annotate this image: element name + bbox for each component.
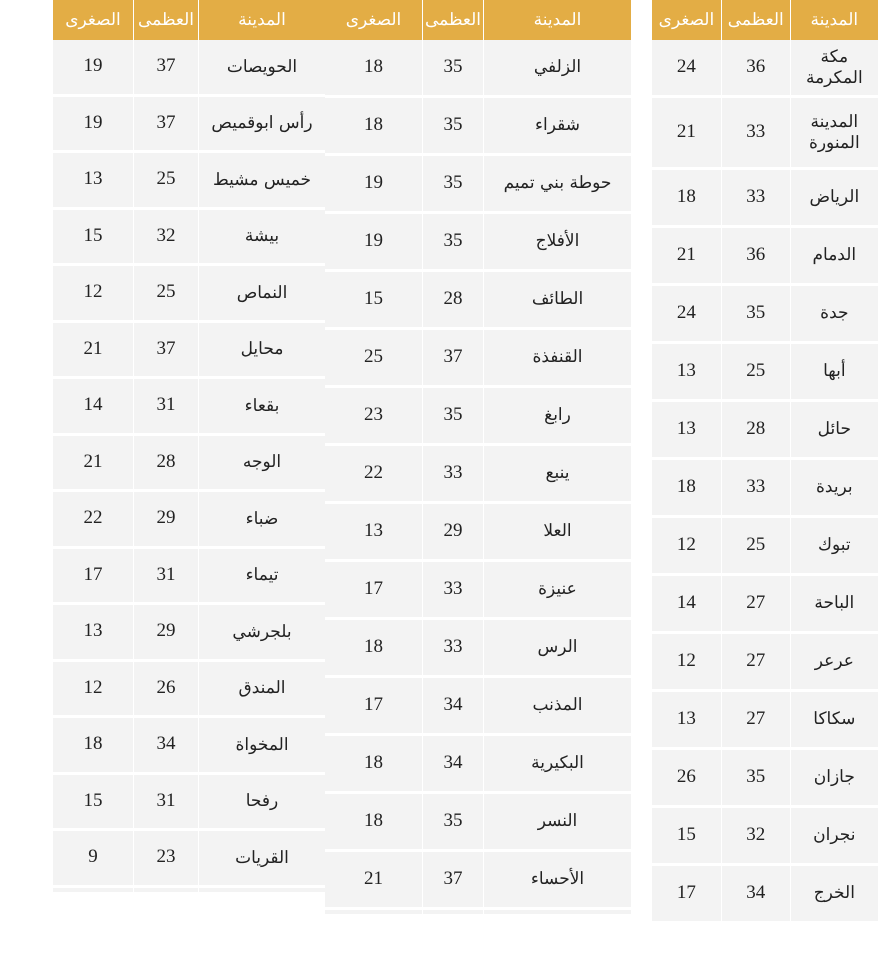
min-temp-cell: 13 — [652, 344, 721, 402]
min-temp-cell: 13 — [652, 402, 721, 460]
min-temp-cell: 21 — [53, 323, 133, 380]
city-cell: الرياض — [790, 170, 878, 228]
min-temp-cell: 18 — [652, 460, 721, 518]
table-row — [652, 402, 878, 460]
max-temp-cell: 25 — [721, 344, 790, 402]
max-temp-cell: 35 — [422, 98, 483, 156]
city-cell: المخواة — [198, 718, 325, 775]
city-cell: المندق — [198, 662, 325, 719]
city-cell: تيماء — [198, 549, 325, 606]
min-temp-cell: 18 — [325, 794, 422, 852]
table-row — [53, 492, 325, 549]
max-temp-cell: 23 — [133, 831, 198, 888]
table-row — [325, 98, 631, 156]
table-row — [652, 866, 878, 924]
city-cell: النماص — [198, 266, 325, 323]
city-cell: الأفلاج — [483, 214, 631, 272]
table-row — [652, 634, 878, 692]
table-row — [53, 549, 325, 606]
max-temp-cell: 31 — [133, 379, 198, 436]
min-temp-cell: 18 — [325, 98, 422, 156]
min-temp-cell: 13 — [652, 692, 721, 750]
city-cell: شقراء — [483, 98, 631, 156]
table-row — [325, 504, 631, 562]
table-row — [53, 662, 325, 719]
city-cell: جازان — [790, 750, 878, 808]
max-temp-cell: 32 — [721, 808, 790, 866]
table-row — [652, 170, 878, 228]
empty-cell — [422, 910, 483, 914]
table-row — [325, 446, 631, 504]
max-temp-cell: 25 — [133, 153, 198, 210]
header-max: العظمى — [133, 0, 198, 40]
weather-table-left — [53, 0, 325, 892]
max-temp-cell: 35 — [422, 388, 483, 446]
table-row — [652, 98, 878, 170]
city-cell: حوطة بني تميم — [483, 156, 631, 214]
min-temp-cell: 17 — [652, 866, 721, 924]
max-temp-cell: 29 — [422, 504, 483, 562]
max-temp-cell: 29 — [133, 492, 198, 549]
max-temp-cell: 36 — [721, 40, 790, 98]
city-cell: الأحساء — [483, 852, 631, 910]
table-row — [325, 562, 631, 620]
city-cell: عرعر — [790, 634, 878, 692]
max-temp-cell: 35 — [422, 214, 483, 272]
table-row — [53, 379, 325, 436]
min-temp-cell: 14 — [53, 379, 133, 436]
table-row — [652, 460, 878, 518]
weather-table-right — [652, 0, 878, 924]
max-temp-cell: 34 — [133, 718, 198, 775]
header-max: العظمى — [422, 0, 483, 40]
max-temp-cell: 25 — [721, 518, 790, 576]
table-row — [53, 436, 325, 493]
table-row — [652, 808, 878, 866]
table-header-row — [53, 0, 325, 40]
city-cell: بيشة — [198, 210, 325, 267]
table-row — [652, 228, 878, 286]
max-temp-cell: 37 — [133, 40, 198, 97]
max-temp-cell: 37 — [133, 97, 198, 154]
city-cell: رفحا — [198, 775, 325, 832]
city-cell: الخرج — [790, 866, 878, 924]
table-body-left — [53, 40, 325, 892]
city-cell: بريدة — [790, 460, 878, 518]
min-temp-cell: 19 — [325, 214, 422, 272]
max-temp-cell: 26 — [133, 662, 198, 719]
city-cell: العلا — [483, 504, 631, 562]
table-row — [325, 620, 631, 678]
max-temp-cell: 35 — [422, 156, 483, 214]
table-row — [325, 330, 631, 388]
table-row — [53, 323, 325, 380]
min-temp-cell: 15 — [652, 808, 721, 866]
max-temp-cell: 33 — [422, 562, 483, 620]
max-temp-cell: 37 — [133, 323, 198, 380]
city-cell: الطائف — [483, 272, 631, 330]
table-header-row — [325, 0, 631, 40]
table-row — [53, 266, 325, 323]
min-temp-cell: 17 — [53, 549, 133, 606]
table-row — [53, 831, 325, 888]
min-temp-cell: 24 — [652, 286, 721, 344]
min-temp-cell: 19 — [53, 97, 133, 154]
table-row — [325, 852, 631, 910]
empty-cell — [198, 888, 325, 892]
header-min: الصغرى — [652, 0, 721, 40]
min-temp-cell: 13 — [53, 605, 133, 662]
min-temp-cell: 19 — [325, 156, 422, 214]
city-cell: القريات — [198, 831, 325, 888]
table-row — [325, 272, 631, 330]
table-row — [325, 388, 631, 446]
min-temp-cell: 21 — [652, 228, 721, 286]
min-temp-cell: 22 — [325, 446, 422, 504]
max-temp-cell: 25 — [133, 266, 198, 323]
min-temp-cell: 21 — [53, 436, 133, 493]
city-cell: المدينة المنورة — [790, 98, 878, 170]
city-cell: الوجه — [198, 436, 325, 493]
city-cell: المذنب — [483, 678, 631, 736]
city-cell: محايل — [198, 323, 325, 380]
weather-table-middle — [325, 0, 631, 914]
max-temp-cell: 28 — [422, 272, 483, 330]
city-cell: عنيزة — [483, 562, 631, 620]
min-temp-cell: 14 — [652, 576, 721, 634]
max-temp-cell: 36 — [721, 228, 790, 286]
max-temp-cell: 37 — [422, 330, 483, 388]
table-row — [53, 153, 325, 210]
min-temp-cell: 24 — [652, 40, 721, 98]
table-row — [53, 605, 325, 662]
city-cell: رأس ابوقميص — [198, 97, 325, 154]
max-temp-cell: 28 — [721, 402, 790, 460]
city-cell: جدة — [790, 286, 878, 344]
city-cell: تبوك — [790, 518, 878, 576]
min-temp-cell: 21 — [325, 852, 422, 910]
city-cell: سكاكا — [790, 692, 878, 750]
min-temp-cell: 15 — [325, 272, 422, 330]
max-temp-cell: 33 — [721, 460, 790, 518]
min-temp-cell: 26 — [652, 750, 721, 808]
min-temp-cell: 23 — [325, 388, 422, 446]
max-temp-cell: 35 — [721, 750, 790, 808]
table-row — [53, 210, 325, 267]
header-city: المدينة — [790, 0, 878, 40]
table-row — [652, 750, 878, 808]
min-temp-cell: 18 — [652, 170, 721, 228]
empty-cell — [133, 888, 198, 892]
min-temp-cell: 18 — [325, 40, 422, 98]
table-row-partial — [53, 888, 325, 892]
table-row — [53, 775, 325, 832]
table-row — [652, 518, 878, 576]
city-cell: خميس مشيط — [198, 153, 325, 210]
city-cell: مكة المكرمة — [790, 40, 878, 98]
header-min: الصغرى — [53, 0, 133, 40]
table-row-partial — [325, 910, 631, 914]
max-temp-cell: 33 — [721, 98, 790, 170]
header-min: الصغرى — [325, 0, 422, 40]
city-cell: النسر — [483, 794, 631, 852]
max-temp-cell: 33 — [422, 620, 483, 678]
city-cell: ضباء — [198, 492, 325, 549]
max-temp-cell: 32 — [133, 210, 198, 267]
table-body-middle — [325, 40, 631, 914]
min-temp-cell: 18 — [53, 718, 133, 775]
city-cell: حائل — [790, 402, 878, 460]
min-temp-cell: 13 — [325, 504, 422, 562]
header-city: المدينة — [198, 0, 325, 40]
max-temp-cell: 35 — [422, 40, 483, 98]
empty-cell — [53, 888, 133, 892]
min-temp-cell: 12 — [53, 662, 133, 719]
city-cell: الباحة — [790, 576, 878, 634]
header-max: العظمى — [721, 0, 790, 40]
min-temp-cell: 18 — [325, 736, 422, 794]
min-temp-cell: 12 — [652, 518, 721, 576]
min-temp-cell: 12 — [53, 266, 133, 323]
min-temp-cell: 15 — [53, 210, 133, 267]
min-temp-cell: 22 — [53, 492, 133, 549]
city-cell: بقعاء — [198, 379, 325, 436]
table-row — [652, 344, 878, 402]
city-cell: الحويصات — [198, 40, 325, 97]
min-temp-cell: 21 — [652, 98, 721, 170]
max-temp-cell: 35 — [422, 794, 483, 852]
city-cell: بلجرشي — [198, 605, 325, 662]
table-row — [325, 156, 631, 214]
min-temp-cell: 13 — [53, 153, 133, 210]
min-temp-cell: 17 — [325, 562, 422, 620]
table-row — [53, 718, 325, 775]
city-cell: القنفذة — [483, 330, 631, 388]
max-temp-cell: 34 — [721, 866, 790, 924]
max-temp-cell: 34 — [422, 736, 483, 794]
max-temp-cell: 27 — [721, 692, 790, 750]
min-temp-cell: 19 — [53, 40, 133, 97]
table-header-row — [652, 0, 878, 40]
city-cell: الزلفي — [483, 40, 631, 98]
max-temp-cell: 34 — [422, 678, 483, 736]
max-temp-cell: 37 — [422, 852, 483, 910]
min-temp-cell: 12 — [652, 634, 721, 692]
max-temp-cell: 31 — [133, 549, 198, 606]
city-cell: أبها — [790, 344, 878, 402]
table-row — [53, 40, 325, 97]
table-row — [325, 214, 631, 272]
min-temp-cell: 15 — [53, 775, 133, 832]
city-cell: الدمام — [790, 228, 878, 286]
table-body-right — [652, 40, 878, 924]
empty-cell — [483, 910, 631, 914]
city-cell: الرس — [483, 620, 631, 678]
max-temp-cell: 33 — [721, 170, 790, 228]
max-temp-cell: 27 — [721, 634, 790, 692]
min-temp-cell: 25 — [325, 330, 422, 388]
table-row — [325, 794, 631, 852]
min-temp-cell: 18 — [325, 620, 422, 678]
max-temp-cell: 29 — [133, 605, 198, 662]
header-city: المدينة — [483, 0, 631, 40]
max-temp-cell: 33 — [422, 446, 483, 504]
max-temp-cell: 27 — [721, 576, 790, 634]
city-cell: نجران — [790, 808, 878, 866]
table-row — [652, 286, 878, 344]
city-cell: البكيرية — [483, 736, 631, 794]
min-temp-cell: 17 — [325, 678, 422, 736]
city-cell: ينبع — [483, 446, 631, 504]
table-row — [53, 97, 325, 154]
table-row — [325, 736, 631, 794]
max-temp-cell: 35 — [721, 286, 790, 344]
empty-cell — [325, 910, 422, 914]
min-temp-cell: 9 — [53, 831, 133, 888]
table-row — [325, 40, 631, 98]
table-row — [652, 692, 878, 750]
max-temp-cell: 28 — [133, 436, 198, 493]
table-row — [652, 40, 878, 98]
table-row — [325, 678, 631, 736]
max-temp-cell: 31 — [133, 775, 198, 832]
city-cell: رابغ — [483, 388, 631, 446]
table-row — [652, 576, 878, 634]
